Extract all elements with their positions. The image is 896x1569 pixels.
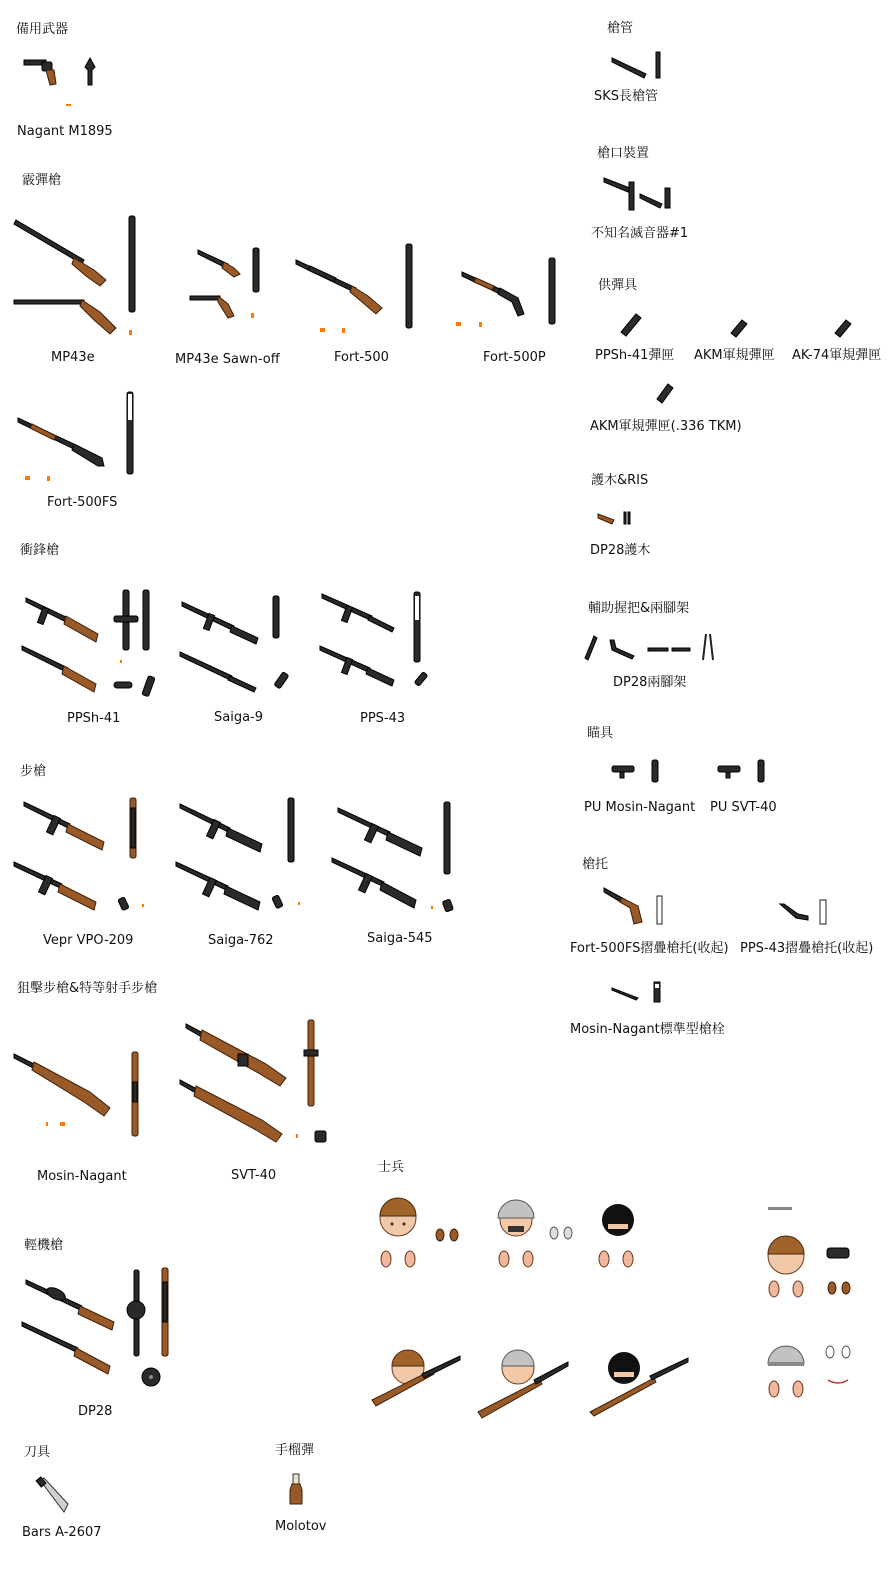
item-label-ak74-mag: AK-74軍規彈匣 [792, 348, 882, 363]
barrel-icon[interactable] [142, 590, 150, 652]
spark-icon [47, 476, 51, 482]
rifle-icon[interactable] [198, 248, 242, 278]
section-grenade: 手榴彈 [275, 1443, 315, 1458]
scope-icon[interactable] [718, 764, 744, 780]
spark-icon [46, 1122, 49, 1127]
magazine-icon[interactable] [834, 320, 852, 338]
magazine-icon[interactable] [140, 1366, 162, 1388]
section-stock: 槍托 [582, 857, 609, 872]
bolt-icon[interactable] [612, 986, 640, 1002]
barrel-icon[interactable] [612, 56, 652, 80]
item-label-akm-tkm-mag: AKM軍規彈匣(.336 TKM) [590, 419, 742, 434]
spark-icon [251, 313, 255, 319]
suppressor-icon[interactable] [640, 192, 664, 208]
bipod-icon[interactable] [584, 636, 598, 662]
item-label-pps43: PPS-43 [360, 711, 406, 726]
rifle-icon[interactable] [190, 294, 236, 320]
item-label-ppsh-mag: PPSh-41彈匣 [595, 348, 675, 363]
barrel-icon[interactable] [442, 802, 452, 876]
knife-icon [768, 1205, 794, 1213]
stock-icon[interactable] [656, 896, 664, 926]
spark-icon [129, 330, 133, 336]
hand-icon [378, 1248, 418, 1270]
item-label-saiga9: Saiga-9 [214, 710, 264, 725]
item-label-nagant: Nagant M1895 [17, 124, 113, 139]
stock-icon[interactable] [780, 904, 810, 924]
bipod-icon[interactable] [648, 646, 692, 654]
rifle-icon[interactable] [14, 860, 98, 914]
barrel-icon[interactable] [412, 592, 422, 664]
bolt-icon[interactable] [650, 982, 664, 1004]
hand-icon [596, 1248, 636, 1270]
handguard-icon[interactable] [598, 512, 618, 524]
hand-icon [826, 1280, 852, 1296]
item-label-sks-barrel: SKS長槍管 [594, 89, 659, 104]
section-lmg: 輕機槍 [24, 1238, 64, 1253]
item-label-mosin: Mosin-Nagant [37, 1169, 127, 1184]
item-label-pu-svt: PU SVT-40 [710, 800, 777, 815]
spark-icon [60, 1122, 66, 1127]
rifle-icon[interactable] [320, 644, 396, 688]
suppressor-icon[interactable] [664, 188, 672, 210]
helmet-icon[interactable] [496, 1198, 536, 1238]
item-label-pps-stock: PPS-43摺疊槍托(收起) [740, 941, 874, 956]
magazine-icon[interactable] [730, 320, 748, 338]
suppressor-icon[interactable] [628, 182, 636, 212]
rifle-icon[interactable] [338, 806, 424, 860]
section-scope: 瞄具 [587, 726, 614, 741]
section-sniper: 狙擊步槍&特等射手步槍 [17, 981, 158, 996]
hand-icon [548, 1226, 574, 1240]
soldier-armed-icon[interactable] [590, 1346, 690, 1418]
item-label-akm-mag: AKM軍規彈匣 [694, 348, 775, 363]
spark-icon [479, 322, 483, 328]
barrel-icon[interactable] [128, 798, 138, 860]
molotov-icon[interactable] [288, 1474, 304, 1506]
section-soldier: 士兵 [378, 1160, 405, 1175]
spark-icon [456, 322, 462, 328]
section-handguard: 護木&RIS [591, 473, 649, 488]
rifle-icon[interactable] [26, 596, 100, 646]
section-smg: 衝鋒槍 [20, 543, 60, 558]
rifle-icon[interactable] [182, 600, 260, 646]
rifle-icon[interactable] [180, 1078, 286, 1144]
rifle-icon[interactable] [176, 860, 262, 916]
item-label-dp28: DP28 [78, 1404, 113, 1419]
spark-icon [298, 902, 301, 906]
item-label-mosin-stock: Mosin-Nagant標準型槍栓 [570, 1022, 725, 1037]
stock-icon[interactable] [604, 886, 646, 926]
item-label-suppressor: 不知名滅音器#1 [591, 226, 689, 241]
rifle-icon[interactable] [296, 256, 386, 316]
soldier-head-icon[interactable] [378, 1198, 418, 1238]
rifle-icon[interactable] [22, 1320, 112, 1378]
hand-icon [496, 1248, 536, 1270]
barrel-icon[interactable] [114, 590, 140, 652]
item-label-saiga762: Saiga-762 [208, 933, 274, 948]
scope-icon[interactable] [650, 760, 662, 784]
soldier-head-icon[interactable] [766, 1236, 806, 1276]
section-shotgun: 霰彈槍 [22, 173, 62, 188]
barrel-icon[interactable] [656, 52, 662, 80]
section-magazine: 供彈具 [598, 278, 638, 293]
scope-icon[interactable] [612, 764, 638, 780]
item-label-svt40: SVT-40 [231, 1168, 277, 1183]
rifle-icon[interactable] [14, 218, 110, 288]
balaclava-icon[interactable] [600, 1202, 636, 1238]
item-label-mp43e-sawnoff: MP43e Sawn-off [175, 352, 280, 367]
barrel-icon[interactable] [130, 1052, 140, 1138]
scope-icon[interactable] [756, 760, 768, 784]
barrel-icon[interactable] [286, 798, 296, 864]
hand-icon [824, 1344, 852, 1360]
barrel-icon[interactable] [126, 1270, 148, 1358]
rifle-icon[interactable] [180, 802, 264, 858]
barrel-icon[interactable] [548, 258, 556, 326]
rifle-icon[interactable] [332, 856, 418, 914]
barrel-icon[interactable] [252, 248, 260, 294]
barrel-icon[interactable] [405, 244, 413, 330]
item-label-dp28-bipod: DP28兩腳架 [613, 675, 687, 690]
rifle-icon[interactable] [18, 414, 106, 468]
spark-icon [142, 904, 145, 908]
rifle-icon[interactable] [24, 800, 106, 856]
bipod-icon[interactable] [702, 634, 714, 662]
item-label-ppsh41: PPSh-41 [67, 711, 121, 726]
bipod-icon[interactable] [608, 640, 636, 660]
spark-icon [66, 104, 72, 108]
rifle-icon[interactable] [462, 268, 528, 318]
item-label-fort500fs: Fort-500FS [47, 495, 118, 510]
section-grip: 輔助握把&兩腳架 [588, 601, 690, 616]
spark-icon [296, 1134, 299, 1139]
rifle-icon[interactable] [14, 296, 118, 338]
knife-icon[interactable] [38, 1478, 72, 1514]
section-rifle: 步槍 [20, 764, 47, 779]
spark-icon [25, 476, 31, 482]
section-sidearm: 備用武器 [16, 22, 69, 37]
rifle-icon[interactable] [14, 1052, 114, 1118]
item-label-pu-mosin: PU Mosin-Nagant [584, 800, 696, 815]
spark-icon [431, 906, 434, 910]
stock-icon[interactable] [818, 900, 828, 926]
item-label-fort500: Fort-500 [334, 350, 389, 365]
magazine-icon[interactable] [620, 314, 642, 338]
soldier-armed-icon[interactable] [372, 1346, 462, 1410]
item-label-molotov: Molotov [275, 1519, 327, 1534]
magazine-icon[interactable] [272, 896, 284, 910]
item-label-mp43e: MP43e [51, 350, 95, 365]
hand-icon [766, 1278, 806, 1300]
barrel-icon[interactable] [304, 1020, 318, 1108]
rifle-icon[interactable] [322, 592, 396, 638]
magazine-icon[interactable] [314, 1130, 328, 1144]
hand-icon [434, 1228, 462, 1242]
magazine-icon[interactable] [142, 676, 156, 698]
item-label-vepr: Vepr VPO-209 [43, 933, 134, 948]
section-melee: 刀具 [24, 1445, 51, 1460]
magazine-icon[interactable] [118, 898, 130, 912]
revolver-icon[interactable] [22, 56, 62, 88]
magazine-icon[interactable] [114, 680, 134, 690]
magazine-icon[interactable] [442, 900, 456, 914]
item-label-bars: Bars A-2607 [22, 1525, 102, 1540]
spark-icon [320, 328, 326, 334]
item-label-dp28-handguard: DP28護木 [590, 543, 651, 558]
barrel-icon[interactable] [126, 392, 134, 476]
section-barrel: 槍管 [607, 21, 634, 36]
soldier-armed-icon[interactable] [478, 1346, 570, 1422]
grenade-icon[interactable] [84, 58, 96, 86]
magazine-icon[interactable] [656, 384, 674, 404]
spark-icon [342, 328, 346, 334]
item-label-fort500p: Fort-500P [483, 350, 546, 365]
helmet-icon[interactable] [766, 1334, 806, 1370]
spark-icon [120, 660, 123, 664]
cap-icon [826, 1246, 850, 1260]
barrel-icon[interactable] [160, 1268, 170, 1358]
mouth-icon [826, 1378, 850, 1386]
section-muzzle: 槍口裝置 [597, 146, 650, 161]
hand-icon [766, 1378, 806, 1400]
item-label-saiga545: Saiga-545 [367, 931, 433, 946]
item-label-fort-stock: Fort-500FS摺疊槍托(收起) [570, 941, 729, 956]
rifle-icon[interactable] [180, 650, 258, 694]
magazine-icon[interactable] [414, 672, 430, 688]
handguard-icon[interactable] [624, 512, 632, 526]
magazine-icon[interactable] [274, 672, 290, 690]
rifle-icon[interactable] [22, 644, 98, 694]
barrel-icon[interactable] [128, 216, 136, 314]
barrel-icon[interactable] [272, 596, 280, 640]
